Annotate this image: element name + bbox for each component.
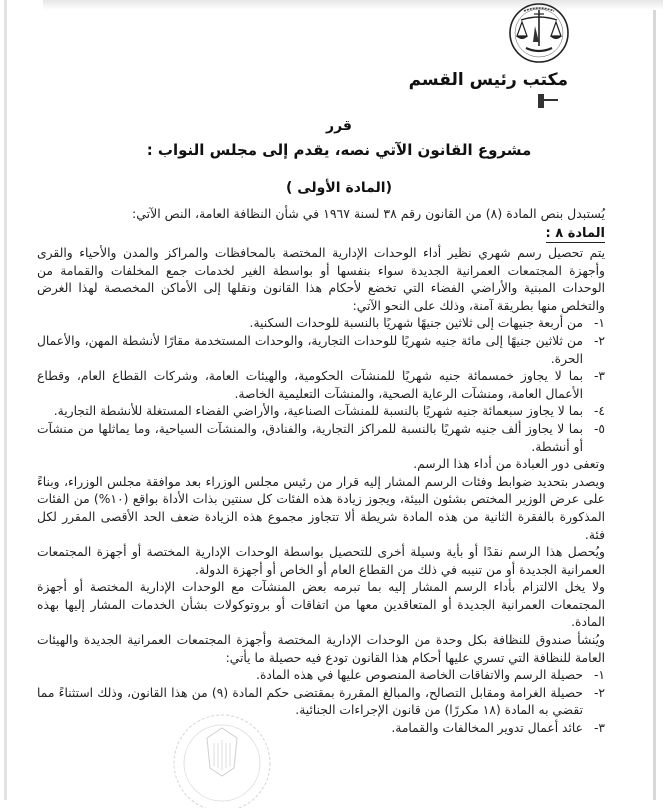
item-text: بما لا يجاوز سبعمائة جنيه شهريًا بالنسبة للمنشآت الصناعية، والأراضي الفضاء المستغلة للأنشطة التجارية. (53, 404, 583, 419)
replacement-clause: يُستبدل بنص المادة (٨) من القانون رقم ٣٨ لسنة ١٩٦٧ في شأن النظافة العامة، النص الآتي: (132, 206, 605, 221)
fund-item (37, 685, 605, 720)
no-prejudice-paragraph: ولا يخل الالتزام بأداء الرسم المشار إليه بما تبرمه بعض المنشآت مع الوحدات الإدارية المختصة أو أجهزة المجتمعات العمرانية الجديدة أو المتعاقدين معها من اتفاقات أو بروتوكولات بشأن الخدمات المشار إليها بهذه المادة. (37, 580, 605, 630)
fund-item (37, 667, 605, 685)
office-underline-mark (538, 94, 544, 108)
item-text: بما لا يجاوز ألف جنيه شهريًا بالنسبة للمراكز التجارية، والفنادق، والمنشآت السياحية، وما يماثلها من منشآت أو أنشطة. (37, 421, 583, 454)
office-underline-dash (544, 99, 558, 101)
decision-heading: قرر (326, 118, 352, 134)
item-text: من أربعة جنيهات إلى ثلاثين جنيهًا شهريًا بالنسبة للوحدات السكنية. (249, 316, 583, 331)
item-text: حصيلة الغرامة ومقابل التصالح، والمبالغ المقررة بمقتضى حكم المادة (٩) من هذا القانون، وذلك استثناءً مما تقضي به المادة (١٨ مكررًا) من قانون الإجراءات الجنائية. (37, 685, 583, 718)
item-number: ١- (593, 316, 605, 331)
document-page (4, 0, 656, 800)
item-number: ٥- (593, 421, 605, 436)
fund-item (37, 720, 605, 738)
fee-item (37, 403, 605, 421)
item-number: ١- (593, 668, 605, 683)
item-text: عائد أعمال تدوير المخالفات والقمامة. (391, 721, 583, 736)
article-8-opening: يتم تحصيل رسم شهري نظير أداء الوحدات الإدارية المختصة بالمحافظات والمراكز والمدن والأحياء والقرى وأجهزة المجتمعات العمرانية الجديدة سواء بنفسها أو بواسطة الغير لخدمات جمع المخلفات والقمامة من الوحدات المبنية والأراضي الفضاء التي تخضع لأحكام هذا القانون ونقلها إلى الأماكن المخصصة لهذا الغرض والتخلص منها بطريقة آمنة، وذلك على النحو الآتي: (37, 246, 605, 313)
fee-item (37, 315, 605, 333)
cleaning-fund-paragraph: ويُنشأ صندوق للنظافة بكل وحدة من الوحدات الإدارية المختصة وأجهزة المجتمعات العمرانية الجديدة والهيئات العامة للنظافة التي تسري عليها أحكام هذا القانون تودع فيه حصيلة ما يأتي: (37, 633, 605, 665)
article-8-heading: المادة ٨ : (545, 226, 605, 241)
office-title: مكتب رئيس القسم (408, 70, 568, 90)
item-text: من ثلاثين جنيهًا إلى مائة جنيه شهريًا للوحدات التجارية، والوحدات المستخدمة مقارًا لأنشطة المهن، والأعمال الحرة. (37, 333, 583, 366)
fee-item (37, 368, 605, 403)
item-text: بما لا يجاوز خمسمائة جنيه شهريًا للمنشآت الحكومية، والهيئات العامة، وشركات القطاع العام، وقطاع الأعمال العامة، ومنشآت الرعاية الصحية، والمنشآت التعليمية الخاصة. (37, 369, 583, 401)
draft-law-title: مشروع القانون الآتي نصه، يقدم إلى مجلس النواب : (146, 141, 532, 159)
page-top-edge (43, 0, 663, 10)
item-number: ٢- (593, 685, 605, 700)
regulation-paragraph: ويصدر بتحديد ضوابط وفئات الرسم المشار إليه قرار من رئيس مجلس الوزراء بعد موافقة مجلس الوزراء، وبناءً على عرض الوزير المختص بشئون البيئة، ويجوز زيادة هذه الفئات كل سنتين بذات الأداة بواقع (١٠%) من الفئات المذكورة بالفقرة الثانية من هذه المادة شريطة ألا تتجاوز مجموع هذه الزيادة ضعف الحد الأقصى المقرر لكل فئة. (37, 474, 605, 542)
eagle-stamp-icon (162, 708, 282, 808)
item-number: ٢- (593, 333, 605, 348)
collection-paragraph: ويُحصل هذا الرسم نقدًا أو بأية وسيلة أخرى للتحصيل بواسطة الوحدات الإدارية المختصة أو أجهزة المجتمعات العمرانية الجديدة أو من تنيبه في ذلك من القطاع العام أو الخاص أو أجهزة الدولة. (37, 545, 605, 577)
item-number: ٣- (593, 369, 605, 384)
item-text: حصيلة الرسم والاتفاقات الخاصة المنصوص عليها في هذه المادة. (256, 668, 583, 683)
article-one-heading: (المادة الأولى ) (285, 180, 393, 196)
fee-item (37, 333, 605, 368)
item-number: ٤- (593, 404, 605, 419)
article-8-body (37, 245, 605, 738)
scales-of-justice-seal-icon (508, 2, 570, 64)
worship-exemption: وتعفى دور العبادة من أداء هذا الرسم. (413, 457, 605, 472)
fee-item (37, 421, 605, 456)
item-number: ٣- (593, 721, 605, 736)
